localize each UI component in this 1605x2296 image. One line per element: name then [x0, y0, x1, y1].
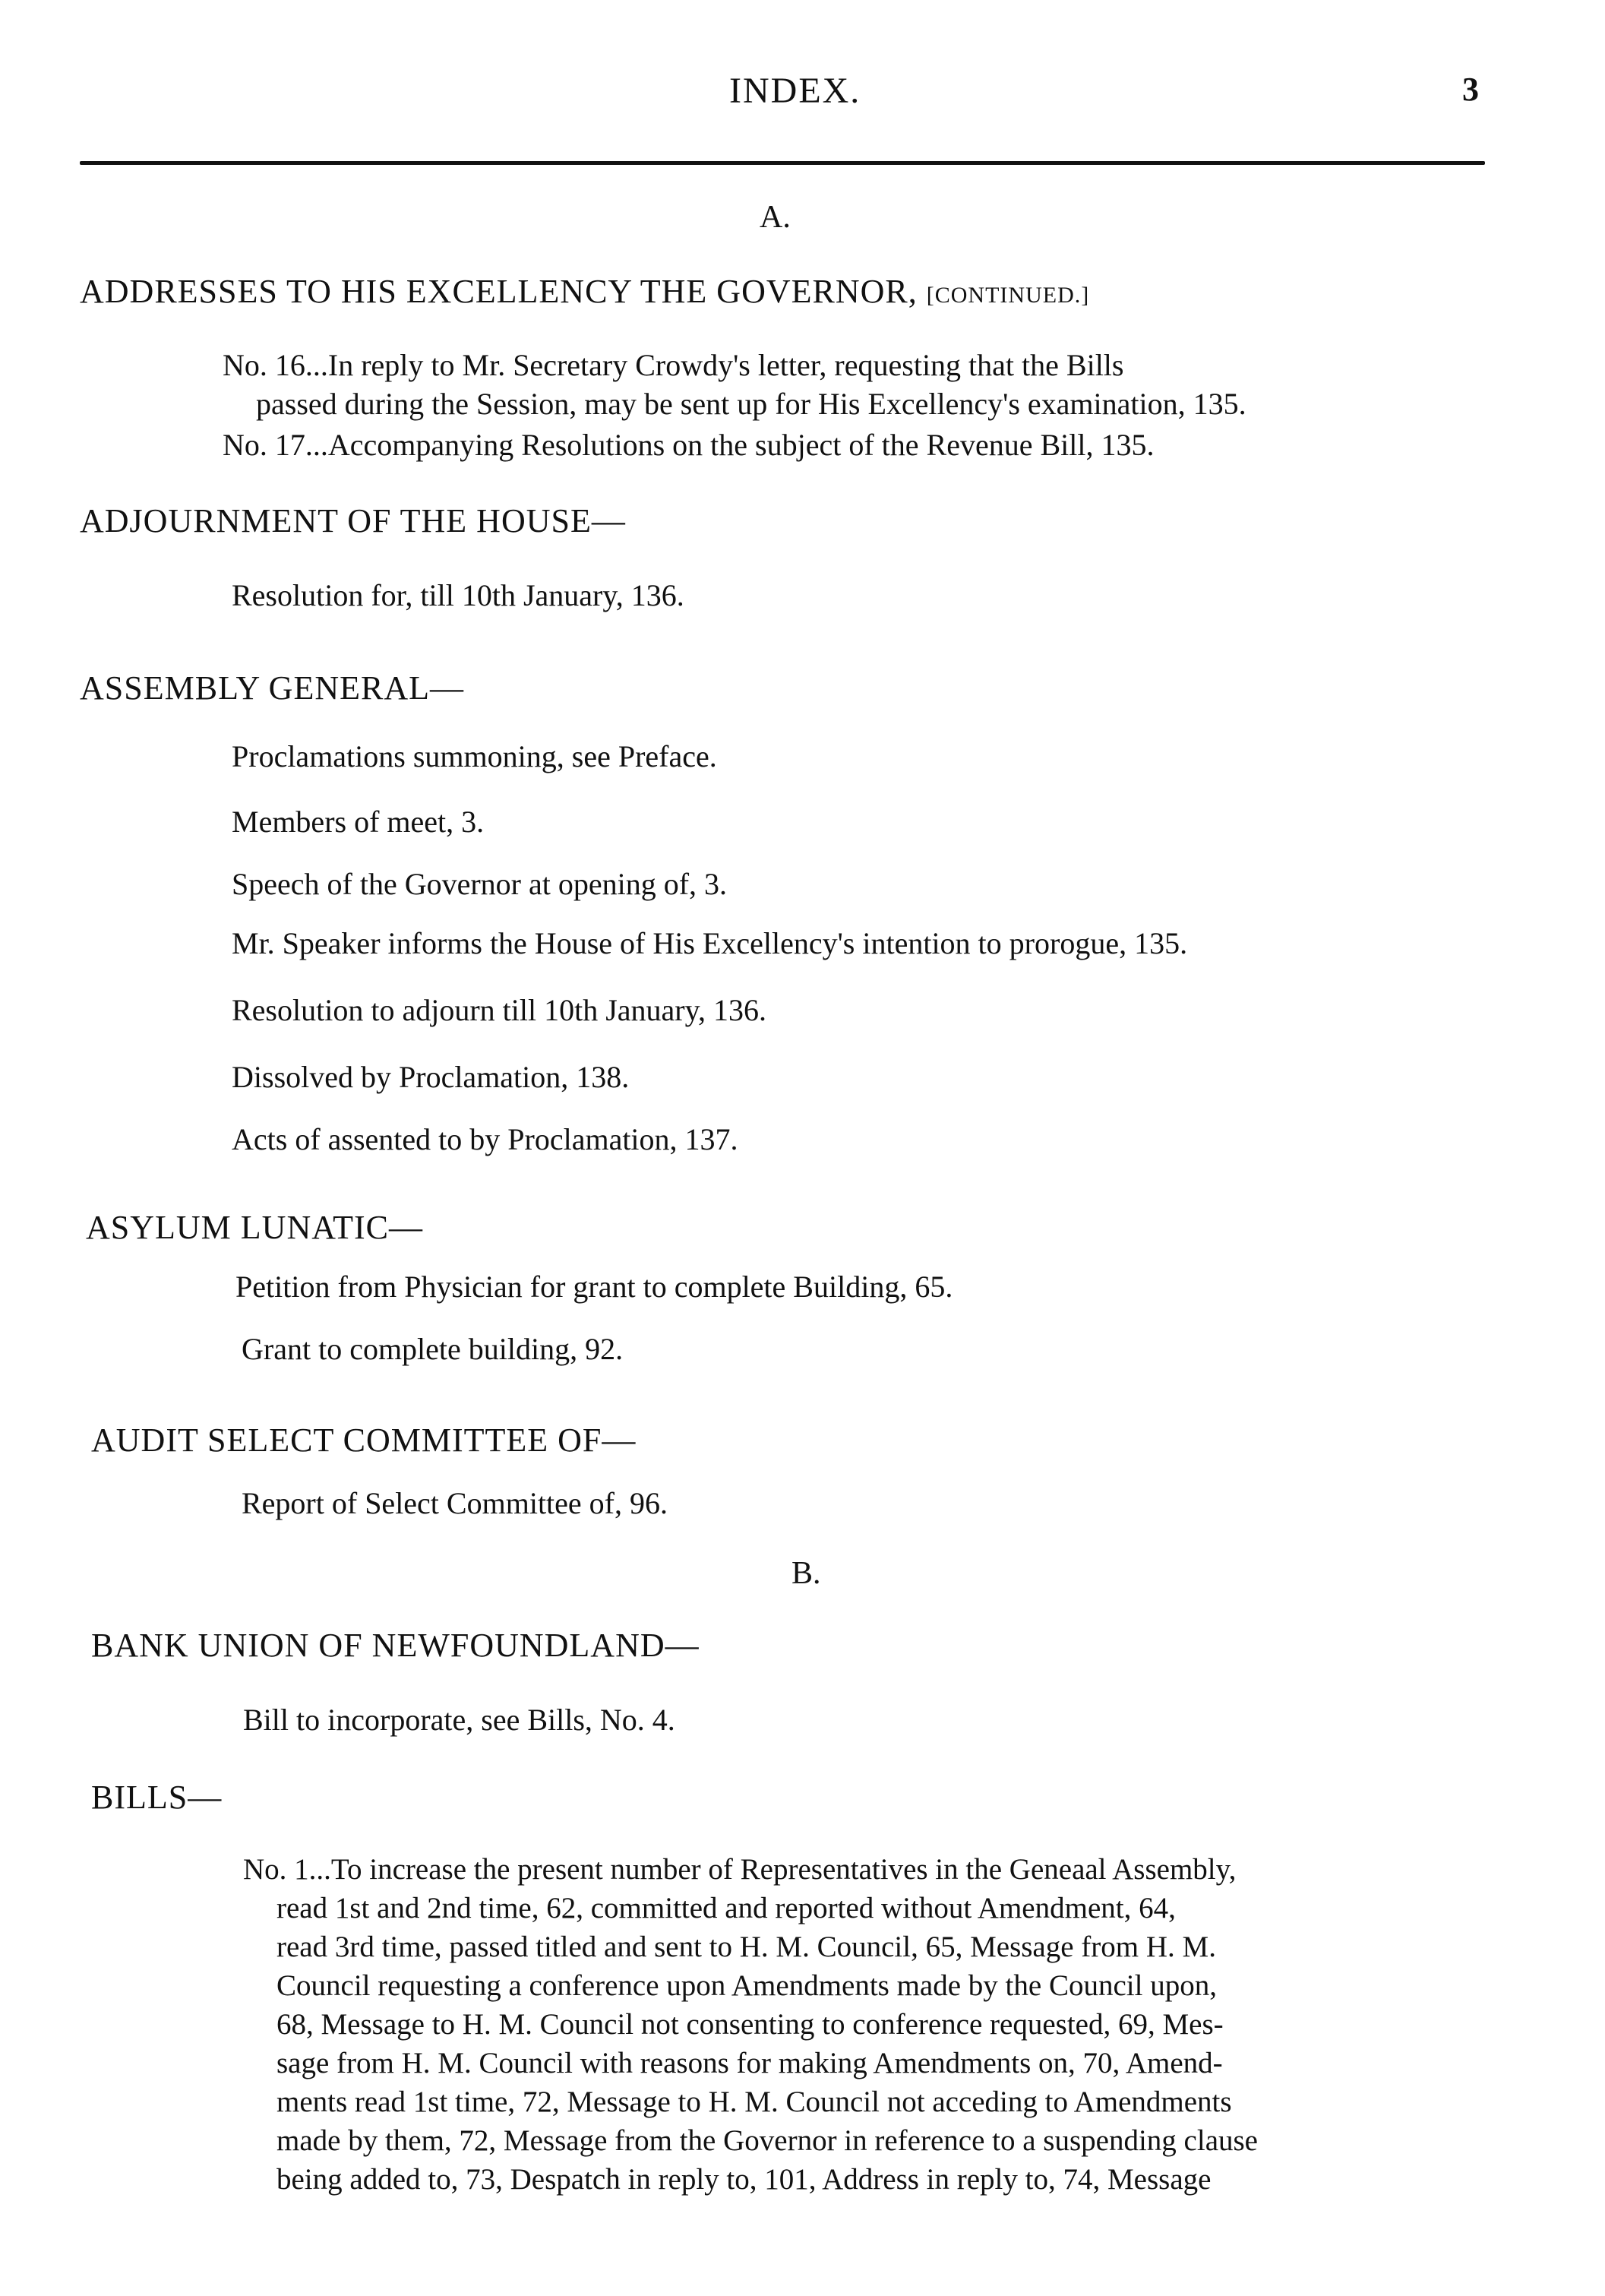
entry-item: Members of meet, 3. — [232, 805, 485, 839]
entry-item: No. 16...In reply to Mr. Secretary Crowdy's letter, requesting that the Bills — [223, 348, 1124, 382]
entry-item: Report of Select Committee of, 96. — [242, 1486, 668, 1520]
section-letter-b: B. — [791, 1556, 821, 1591]
bill-line: read 1st and 2nd time, 62, committed and reported without Amendment, 64, — [276, 1892, 1176, 1924]
entry-item: Proclamations summoning, see Preface. — [232, 739, 717, 773]
bill-line: No. 1...To increase the present number of Representatives in the Geneaal Assembly, — [243, 1853, 1237, 1886]
entry-item: Bill to incorporate, see Bills, No. 4. — [243, 1703, 675, 1737]
bill-line: made by them, 72, Message from the Governor in reference to a suspending clause — [276, 2124, 1258, 2157]
entry-item: Petition from Physician for grant to complete Building, 65. — [235, 1270, 953, 1304]
entry-heading-bills: BILLS— — [91, 1779, 223, 1816]
entry-heading-assembly: ASSEMBLY GENERAL— — [80, 669, 464, 707]
entry-heading-adjournment: ADJOURNMENT OF THE HOUSE— — [80, 502, 626, 539]
bill-entry-no-1 — [243, 1850, 1527, 2199]
entry-item: Grant to complete building, 92. — [242, 1332, 624, 1366]
entry-heading-asylum: ASYLUM LUNATIC— — [86, 1209, 423, 1246]
continued-label: [CONTINUED.] — [926, 283, 1090, 308]
entry-item: passed during the Session, may be sent up for His Excellency's examination, 135. — [256, 387, 1246, 421]
entry-item: Speech of the Governor at opening of, 3. — [232, 867, 728, 901]
bill-line: ments read 1st time, 72, Message to H. M. Council not acceding to Amendments — [276, 2086, 1232, 2118]
entry-item: Acts of assented to by Proclamation, 137. — [232, 1122, 738, 1156]
entry-heading-audit: AUDIT SELECT COMMITTEE OF— — [91, 1422, 637, 1459]
section-letter-a: A. — [760, 200, 791, 235]
entry-item: Resolution to adjourn till 10th January, 136. — [232, 993, 767, 1027]
entry-item: Mr. Speaker informs the House of His Excellency's intention to prorogue, 135. — [232, 926, 1188, 960]
entry-heading-bank: BANK UNION OF NEWFOUNDLAND— — [91, 1627, 700, 1664]
bill-line: sage from H. M. Council with reasons for making Amendments on, 70, Amend- — [276, 2047, 1223, 2079]
bill-line: 68, Message to H. M. Council not consenting to conference requested, 69, Mes- — [276, 2008, 1224, 2041]
header-rule — [80, 161, 1485, 165]
running-head — [0, 70, 1605, 115]
entry-item: Dissolved by Proclamation, 138. — [232, 1060, 630, 1094]
bill-line: Council requesting a conference upon Amendments made by the Council upon, — [276, 1969, 1217, 2002]
page-number: 3 — [1462, 71, 1479, 108]
running-title: INDEX. — [729, 71, 861, 111]
entry-item: Resolution for, till 10th January, 136. — [232, 578, 684, 612]
bill-line: being added to, 73, Despatch in reply to, 101, Address in reply to, 74, Message — [276, 2163, 1212, 2196]
entry-item: No. 17...Accompanying Resolutions on the subject of the Revenue Bill, 135. — [223, 428, 1155, 462]
bill-line: read 3rd time, passed titled and sent to H. M. Council, 65, Message from H. M. — [276, 1931, 1216, 1963]
entry-heading-addresses-text: ADDRESSES TO HIS EXCELLENCY THE GOVERNOR, — [80, 273, 918, 310]
entry-heading-addresses — [80, 272, 1089, 311]
